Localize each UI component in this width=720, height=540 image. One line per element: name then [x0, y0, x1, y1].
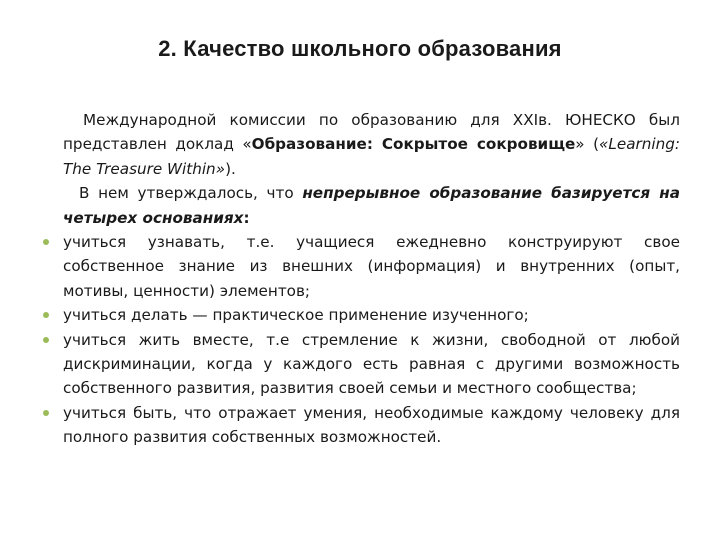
thesis-colon: :	[243, 208, 250, 227]
report-english-title: «Learning: The Treasure Within»	[63, 135, 680, 178]
slide-body	[63, 108, 680, 450]
list-item-text: учиться делать — практическое применение изученного;	[63, 306, 529, 325]
intro-paragraph	[63, 108, 680, 181]
intro-text-end: ).	[225, 159, 236, 178]
bullet-dot-icon	[43, 239, 49, 245]
list-item-text: учиться быть, что отражает умения, необходимые каждому человеку для полного развития собственных возможностей.	[63, 403, 680, 447]
intro-text-2: » (	[575, 135, 600, 154]
list-item	[63, 401, 680, 450]
pillars-list	[63, 230, 680, 450]
thesis-emphasis: непрерывное образование базируется на четырех основаниях	[63, 184, 680, 227]
list-item	[63, 328, 680, 401]
list-item-text: учиться жить вместе, т.е стремление к жизни, свободной от любой дискриминации, когда у каждого есть равная с другими возможность собственного развития, развития своей семьи и местного сообщества;	[63, 330, 680, 398]
slide-title: 2. Качество школьного образования	[158, 36, 562, 61]
thesis-paragraph	[63, 181, 680, 230]
intro-text: Международной комиссии по образованию для XXIв. ЮНЕСКО был представлен доклад «	[63, 111, 680, 154]
report-title: Образование: Сокрытое сокровище	[251, 135, 576, 154]
list-item	[63, 230, 680, 303]
bullet-dot-icon	[43, 410, 49, 416]
list-item-text: учиться узнавать, т.е. учащиеся ежедневно конструируют свое собственное знание из внешних (информация) и внутренних (опыт, мотивы, ценности) элементов;	[63, 233, 680, 300]
bullet-dot-icon	[43, 312, 49, 318]
bullet-dot-icon	[43, 337, 49, 343]
list-item	[63, 303, 680, 327]
thesis-text: В нем утверждалось, что	[79, 184, 303, 203]
